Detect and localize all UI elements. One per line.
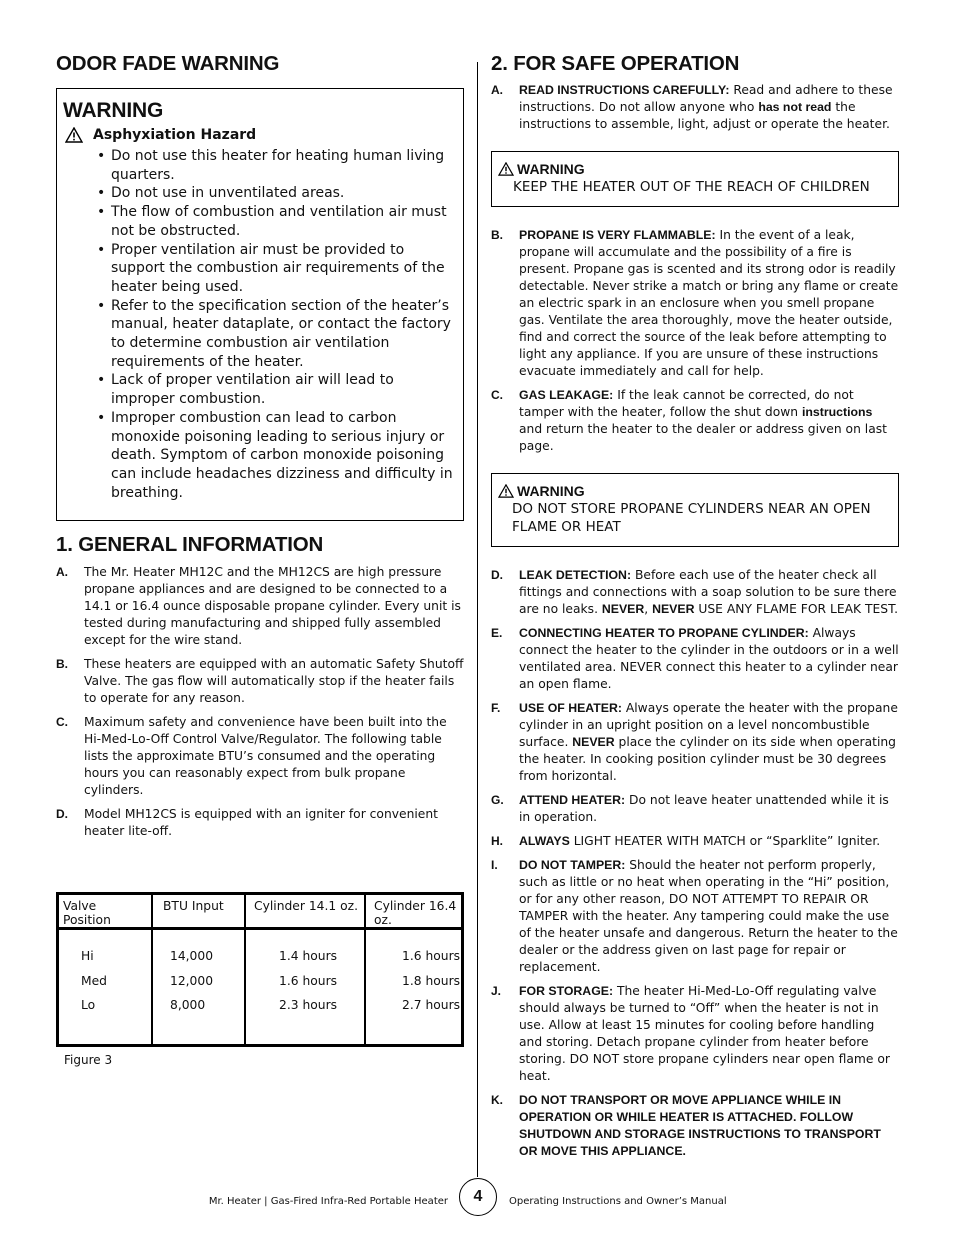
- bullet-item: • Lack of proper ventilation air will lead to improper combustion.: [93, 371, 455, 408]
- list-item: [491, 625, 899, 693]
- item-text: Model MH12CS is equipped with an igniter for convenient heater lite-off.: [84, 807, 438, 839]
- item-letter: G.: [491, 793, 504, 807]
- propane-storage-warning-box: [491, 473, 899, 547]
- list-item: [491, 700, 899, 785]
- item-bold: NEVER: [572, 735, 615, 749]
- list-item: [491, 1092, 899, 1160]
- item-bold: PROPANE IS VERY FLAMMABLE:: [519, 228, 716, 242]
- table-cell: 8,000: [170, 998, 206, 1013]
- item-letter: B.: [56, 657, 68, 672]
- bullet-item: • Refer to the specification section of the heater’s manual, heater dataplate, or contact the factory to determine combustion air ventilation requirements of the heater.: [93, 297, 455, 372]
- warning-triangle-icon: [498, 162, 514, 176]
- item-segment: In the event of a leak, propane will accumulate and the possibility of a fire is present. Propane gas is scented and its strong odor is readily detectable. Never strike a match or bring any flame or create an electric spark in an enclosure when you smell propane gas. Ventilate the area thoroughly, move the heater outside, find and correct the source of the leak before attempting to light any appliance. If you are unsure of these instructions evacuate immediately and call for help.: [519, 228, 899, 378]
- footer-left-text: Mr. Heater | Gas-Fired Infra-Red Portable Heater: [208, 1196, 448, 1207]
- item-text: [519, 82, 899, 133]
- list-item: [491, 567, 899, 618]
- item-letter: D.: [491, 568, 503, 582]
- list-item: [491, 983, 899, 1085]
- table-cell: 1.8 hours: [402, 973, 461, 988]
- table-cell: 12,000: [170, 973, 214, 988]
- bullet-item: • The flow of combustion and ventilation air must not be obstructed.: [93, 203, 455, 240]
- warning-label: WARNING: [517, 483, 585, 499]
- safe-operation-title: 2. FOR SAFE OPERATION: [491, 52, 740, 75]
- list-item: [491, 833, 899, 850]
- list-item: [56, 714, 464, 799]
- warning-triangle-icon: [498, 484, 514, 498]
- bullet-item: • Improper combustion can lead to carbon monoxide poisoning leading to serious injury or death. Symptom of carbon monoxide poisoning can include headaches dizziness and difficulty in breathing.: [93, 409, 455, 503]
- item-letter: H.: [491, 834, 503, 848]
- item-segment: LIGHT HEATER WITH MATCH or “Sparklite” Igniter.: [569, 834, 881, 848]
- table-cell: 1.6 hours: [402, 949, 461, 964]
- list-item: [56, 806, 464, 840]
- hazard-heading: [65, 127, 455, 143]
- btu-hours-table: [56, 892, 464, 1047]
- item-letter: K.: [491, 1093, 503, 1107]
- footer-right-text: Operating Instructions and Owner’s Manual: [509, 1196, 727, 1207]
- warning-body: KEEP THE HEATER OUT OF THE REACH OF CHILDREN: [513, 179, 870, 195]
- bullet-item: • Do not use this heater for heating human living quarters.: [93, 147, 455, 184]
- item-letter: B.: [491, 228, 503, 242]
- item-segment: and return the heater to the dealer or address given on last page.: [519, 422, 887, 453]
- item-bold: ATTEND HEATER:: [519, 793, 626, 807]
- item-bold: USE OF HEATER:: [519, 701, 622, 715]
- table-cell: Med: [81, 973, 107, 988]
- item-text: [519, 700, 899, 785]
- item-segment: Should the heater not perform properly, such as little or no heat when operating in the “Hi” position, or for any other reason, DO NOT ATTEMPT TO REPAIR OR TAMPER with the heater. Any tampering could make the use of the heater unsafe and dangerous. Return the heater to the dealer or the address given on last page for repair or replacement.: [519, 858, 898, 974]
- item-letter: I.: [491, 858, 498, 872]
- item-segment: Always operate the heater with the propane cylinder in an upright position on a level noncombustible surface.: [519, 701, 898, 749]
- item-segment: The heater Hi-Med-Lo-Off regulating valve should always be turned to “Off” when the heater is not in use. Allow at least 15 minutes for cooling before handling and storing. Detach propane cylinder from heater before storing. DO NOT store propane cylinders near open flame or heat.: [519, 984, 890, 1083]
- table-cell: Lo: [81, 998, 96, 1013]
- table-header: Valve Position: [58, 894, 153, 929]
- column-divider: [477, 62, 478, 1177]
- item-letter: F.: [491, 701, 501, 715]
- item-letter: C.: [491, 388, 503, 402]
- bullet-item: • Do not use in unventilated areas.: [93, 184, 455, 203]
- hazard-bullet-list: [63, 147, 455, 502]
- item-bold: has not read: [758, 100, 832, 114]
- item-text: These heaters are equipped with an automatic Safety Shutoff Valve. The gas flow will automatically stop if the heater fails to operate for any reason.: [84, 657, 464, 706]
- list-item: [491, 82, 899, 133]
- item-letter: C.: [56, 715, 68, 730]
- item-letter: A.: [491, 83, 503, 97]
- item-bold: GAS LEAKAGE:: [519, 388, 614, 402]
- warning-heading: [498, 160, 892, 178]
- warning-body: DO NOT STORE PROPANE CYLINDERS NEAR AN OPEN FLAME OR HEAT: [512, 501, 871, 535]
- table-header-row: [58, 894, 463, 929]
- item-bold: DO NOT TAMPER:: [519, 858, 626, 872]
- item-segment: If the leak cannot be corrected, do not tamper with the heater, follow the shut down: [519, 388, 854, 419]
- left-column: [56, 48, 464, 1067]
- item-text: [519, 625, 899, 693]
- list-item: [491, 227, 899, 380]
- item-text: [519, 792, 899, 826]
- table-body-row: [58, 929, 463, 1046]
- hazard-label: Asphyxiation Hazard: [93, 127, 257, 143]
- item-bold: ALWAYS: [519, 834, 570, 848]
- item-letter: A.: [56, 565, 68, 580]
- bullet-item: • Proper ventilation air must be provided to support the combustion air requirements of the heater being used.: [93, 241, 455, 297]
- item-segment: the instructions to assemble, light, adjust or operate the heater.: [519, 100, 890, 131]
- item-text: The Mr. Heater MH12C and the MH12CS are high pressure propane appliances and are designed to be connected to a 14.1 or 16.4 ounce disposable propane cylinder. Every unit is tested during manufacturing and shipped fully assembled except for the wire stand.: [84, 565, 461, 648]
- asphyxiation-warning-box: [56, 88, 464, 521]
- odor-fade-title: ODOR FADE WARNING: [56, 52, 280, 75]
- table-cell: 1.4 hours: [279, 949, 338, 964]
- item-segment: Do not leave heater unattended while it is in operation.: [519, 793, 889, 824]
- item-text: [519, 567, 899, 618]
- item-letter: J.: [491, 984, 502, 998]
- list-item: [491, 387, 899, 455]
- general-information-title: 1. GENERAL INFORMATION: [56, 533, 324, 557]
- table-cell: Hi: [81, 949, 94, 964]
- item-text: Maximum safety and convenience have been built into the Hi-Med-Lo-Off Control Valve/Regulator. The following table lists the approximate BTU’s consumed and the operating hours you can reasonably expect from bulk propane cylinders.: [84, 715, 447, 798]
- item-letter: D.: [56, 807, 68, 822]
- page-number: 4: [459, 1178, 497, 1216]
- right-column: [491, 48, 899, 1160]
- warning-title: WARNING: [63, 99, 164, 122]
- item-segment: Read and adhere to these instructions. Do not allow anyone who: [519, 83, 893, 114]
- item-bold: FOR STORAGE:: [519, 984, 614, 998]
- item-text: [519, 1092, 899, 1160]
- item-bold: READ INSTRUCTIONS CAREFULLY:: [519, 83, 730, 97]
- children-warning-box: [491, 151, 899, 207]
- table-header: BTU Input: [152, 894, 245, 929]
- item-text: [519, 857, 899, 976]
- warning-heading: [498, 482, 892, 500]
- item-text: [519, 227, 899, 380]
- list-item: [56, 656, 464, 707]
- table-header: Cylinder 16.4 oz.: [365, 894, 463, 929]
- item-bold: instructions: [802, 405, 873, 419]
- item-text: [519, 387, 899, 455]
- warning-label: WARNING: [517, 161, 585, 177]
- warning-triangle-icon: [65, 127, 83, 143]
- item-segment: ,: [644, 602, 653, 616]
- item-bold: CONNECTING HEATER TO PROPANE CYLINDER:: [519, 626, 809, 640]
- figure-caption: Figure 3: [64, 1052, 113, 1067]
- item-text: [519, 833, 899, 850]
- item-bold: NEVER: [601, 602, 645, 616]
- item-segment: Before each use of the heater check all fittings and connections with a soap solution to be sure there are no leaks.: [519, 568, 897, 616]
- table-header: Cylinder 14.1 oz.: [245, 894, 365, 929]
- table-cell: 2.7 hours: [402, 998, 461, 1013]
- item-segment: Always connect the heater to the cylinder in the outdoors or in a well ventilated area. NEVER connect this heater to a cylinder near an open flame.: [519, 626, 899, 691]
- item-text: [519, 983, 899, 1085]
- list-item: [56, 564, 464, 649]
- item-bold: NEVER: [652, 602, 695, 616]
- list-item: [491, 857, 899, 976]
- item-bold: LEAK DETECTION:: [519, 568, 632, 582]
- table-cell: 1.6 hours: [279, 973, 338, 988]
- table-cell: 2.3 hours: [279, 998, 338, 1013]
- item-segment: USE ANY FLAME FOR LEAK TEST.: [694, 602, 899, 616]
- item-letter: E.: [491, 626, 503, 640]
- item-segment: place the cylinder on its side when operating the heater. In cooking position cylinder must be 30 degrees from horizontal.: [519, 735, 896, 783]
- table-cell: 14,000: [170, 949, 214, 964]
- list-item: [491, 792, 899, 826]
- item-bold: DO NOT TRANSPORT OR MOVE APPLIANCE WHILE IN OPERATION OR WHILE HEATER IS ATTACHED. FOLLOW SHUTDOWN AND STORAGE INSTRUCTIONS TO TRANSPORT OR MOVE THIS APPLIANCE.: [519, 1093, 881, 1158]
